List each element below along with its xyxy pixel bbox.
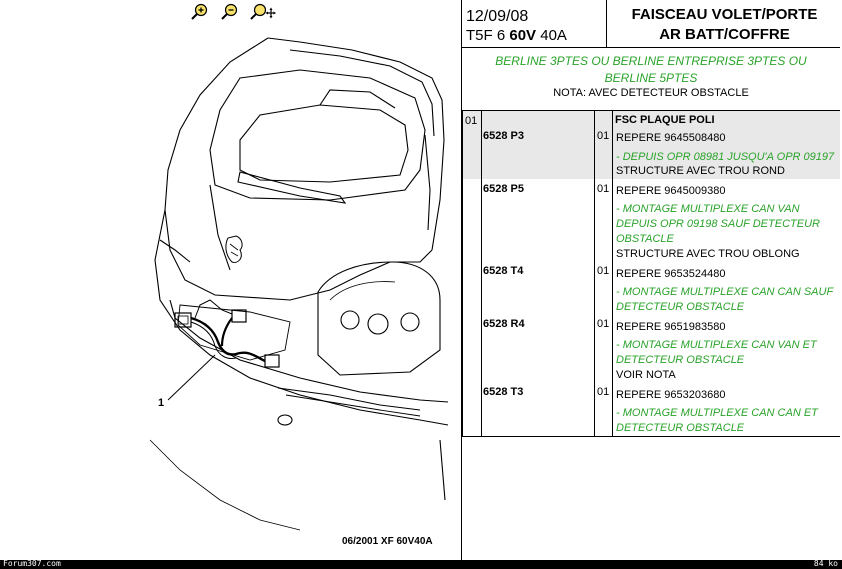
part-number[interactable]: 6528 T4 <box>483 265 524 277</box>
part-condition: DETECTEUR OBSTACLE <box>616 422 745 434</box>
variant-block <box>462 53 840 100</box>
part-note: VOIR NOTA <box>616 369 676 381</box>
status-right: 84 ko <box>813 559 838 568</box>
parts-table <box>462 111 840 436</box>
part-ref: REPERE 9653524480 <box>616 268 726 280</box>
part-qty: 01 <box>597 318 610 330</box>
variant-note: NOTA: AVEC DETECTEUR OBSTACLE <box>553 87 749 99</box>
status-bar <box>0 560 842 569</box>
part-qty: 01 <box>597 183 610 195</box>
header-date: 12/09/08 <box>466 8 529 25</box>
part-condition: - MONTAGE MULTIPLEXE CAN VAN ET <box>616 339 817 351</box>
group-title: FSC PLAQUE POLI <box>615 114 715 126</box>
group-index: 01 <box>465 115 478 127</box>
car-rear-drawing <box>0 22 460 542</box>
header-rule <box>462 47 840 48</box>
table-bottom-rule <box>462 436 840 437</box>
header-code-prefix: T5F 6 <box>466 27 510 44</box>
part-qty: 01 <box>597 386 610 398</box>
part-structure: STRUCTURE AVEC TROU OBLONG <box>616 248 800 260</box>
header-title <box>607 5 842 45</box>
zoom-out-icon[interactable] <box>220 3 240 21</box>
part-number[interactable]: 6528 P5 <box>483 183 524 195</box>
header-title-line2: AR BATT/COFFRE <box>659 26 790 43</box>
part-condition: - MONTAGE MULTIPLEXE CAN CAN ET <box>616 407 818 419</box>
zoom-in-icon[interactable] <box>190 3 210 21</box>
part-number[interactable]: 6528 P3 <box>483 130 524 142</box>
status-left: Forum307.com <box>3 559 61 568</box>
part-ref: REPERE 9645009380 <box>616 185 726 197</box>
part-number[interactable]: 6528 T3 <box>483 386 524 398</box>
col-border-left <box>462 111 463 436</box>
part-condition: - MONTAGE MULTIPLEXE CAN VAN <box>616 203 800 215</box>
part-ref: REPERE 9653203680 <box>616 389 726 401</box>
part-condition: DETECTEUR OBSTACLE <box>616 354 745 366</box>
part-condition: DETECTEUR OBSTACLE <box>616 301 745 313</box>
part-ref: REPERE 9645508480 <box>616 132 726 144</box>
variant-line1: BERLINE 3PTES OU BERLINE ENTREPRISE 3PTES OU <box>495 54 807 68</box>
header-title-line1: FAISCEAU VOLET/PORTE <box>631 6 818 23</box>
part-qty: 01 <box>597 130 610 142</box>
part-condition: DEPUIS OPR 09198 SAUF DETECTEUR <box>616 218 820 230</box>
zoom-toolbar <box>190 3 276 21</box>
part-condition: - MONTAGE MULTIPLEXE CAN CAN SAUF <box>616 286 834 298</box>
header-code-bold: 60V <box>509 27 537 44</box>
part-ref: REPERE 9651983580 <box>616 321 726 333</box>
header-code-suffix: 40A <box>536 27 567 44</box>
variant-line2: BERLINE 5PTES <box>604 71 698 85</box>
diagram-reference: 06/2001 XF 60V40A <box>342 536 433 547</box>
header-code <box>466 27 567 44</box>
part-condition: OBSTACLE <box>616 233 674 245</box>
col-separator-1 <box>481 111 482 436</box>
callout-number: 1 <box>158 397 165 409</box>
zoom-move-icon[interactable] <box>250 3 276 21</box>
part-qty: 01 <box>597 265 610 277</box>
col-separator-3 <box>612 111 613 436</box>
part-number[interactable]: 6528 R4 <box>483 318 525 330</box>
part-structure: STRUCTURE AVEC TROU ROND <box>616 165 785 177</box>
col-separator-2 <box>594 111 595 436</box>
part-condition: - DEPUIS OPR 08981 JUSQU'A OPR 09197 <box>616 151 835 163</box>
